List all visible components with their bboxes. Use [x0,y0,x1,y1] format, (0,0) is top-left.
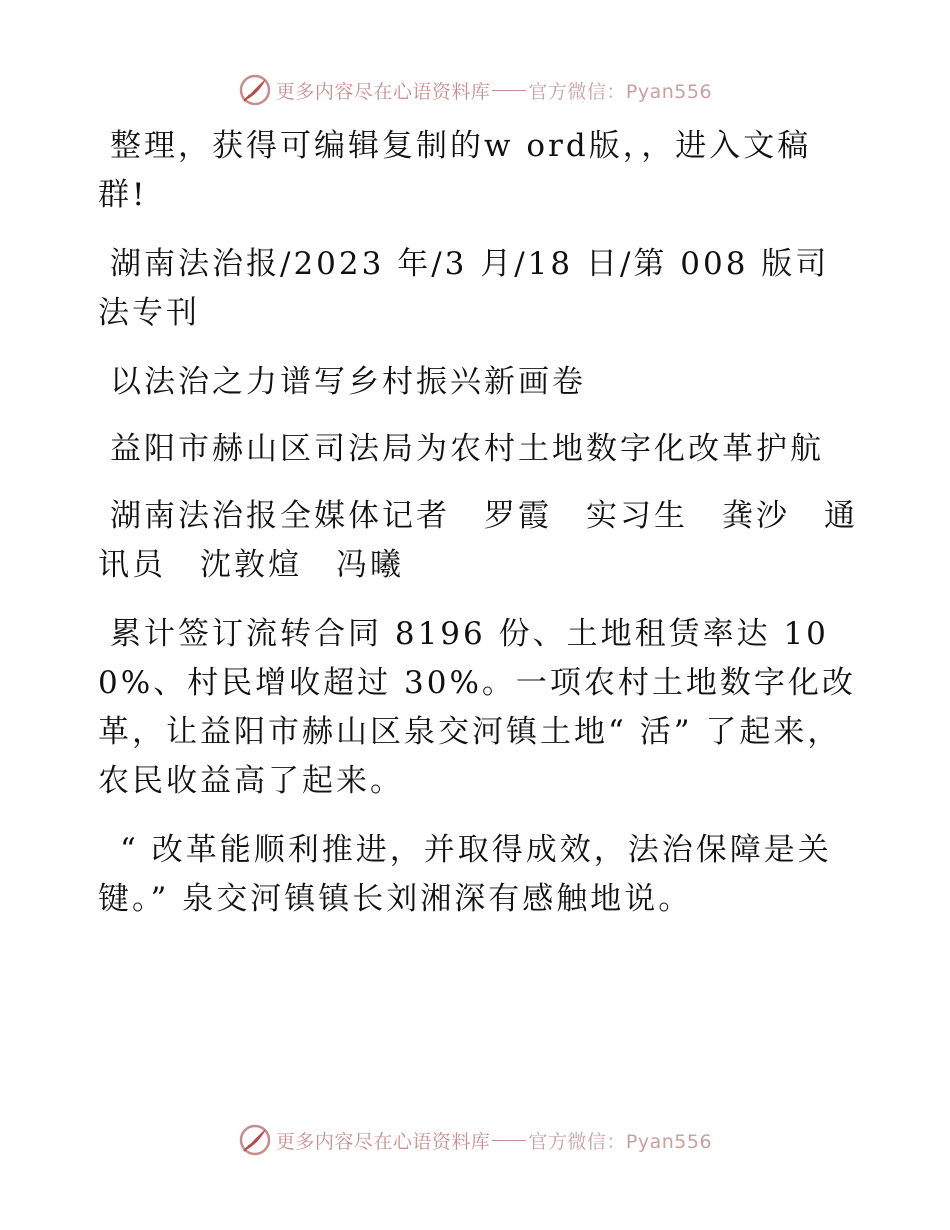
paragraph-source: 湖南法治报/2023 年/3 月/18 日/第 008 版司法专刊 [98,246,830,331]
paragraph-byline: 湖南法治报全媒体记者 罗霞 实习生 龚沙 通讯员 沈敦煊 冯曦 [98,498,858,583]
paragraph-intro: 整理，获得可编辑复制的w ord版，，进入文稿群! [98,128,812,213]
watermark-dash [492,1140,526,1141]
quill-logo-icon [238,73,272,107]
document-body [98,122,858,944]
paragraph-quote: “ 改革能顺利推进，并取得成效，法治保障是关键。” 泉交河镇镇长刘湘深有感触地说。 [98,832,832,917]
paragraph-subheadline: 益阳市赫山区司法局为农村土地数字化改革护航 [110,431,824,467]
watermark-tail: 官方微信：Pyan556 [528,80,713,103]
watermark-tail: 官方微信：Pyan556 [528,1130,713,1153]
watermark-text: 更多内容尽在心语资料库 [275,1130,491,1153]
watermark-dash [492,90,526,91]
watermark-text: 更多内容尽在心语资料库 [275,80,491,103]
footer-watermark [0,1120,950,1160]
paragraph-headline: 以法治之力谱写乡村振兴新画卷 [110,364,586,400]
paragraph-lead: 累计签订流转合同 8196 份、土地租赁率达 100%、村民增收超过 30%。一项农村土地数字化改革，让益阳市赫山区泉交河镇土地“ 活” 了起来，农民收益高了起来。 [98,616,856,799]
quill-logo-icon [238,1123,272,1157]
header-watermark [0,70,950,110]
